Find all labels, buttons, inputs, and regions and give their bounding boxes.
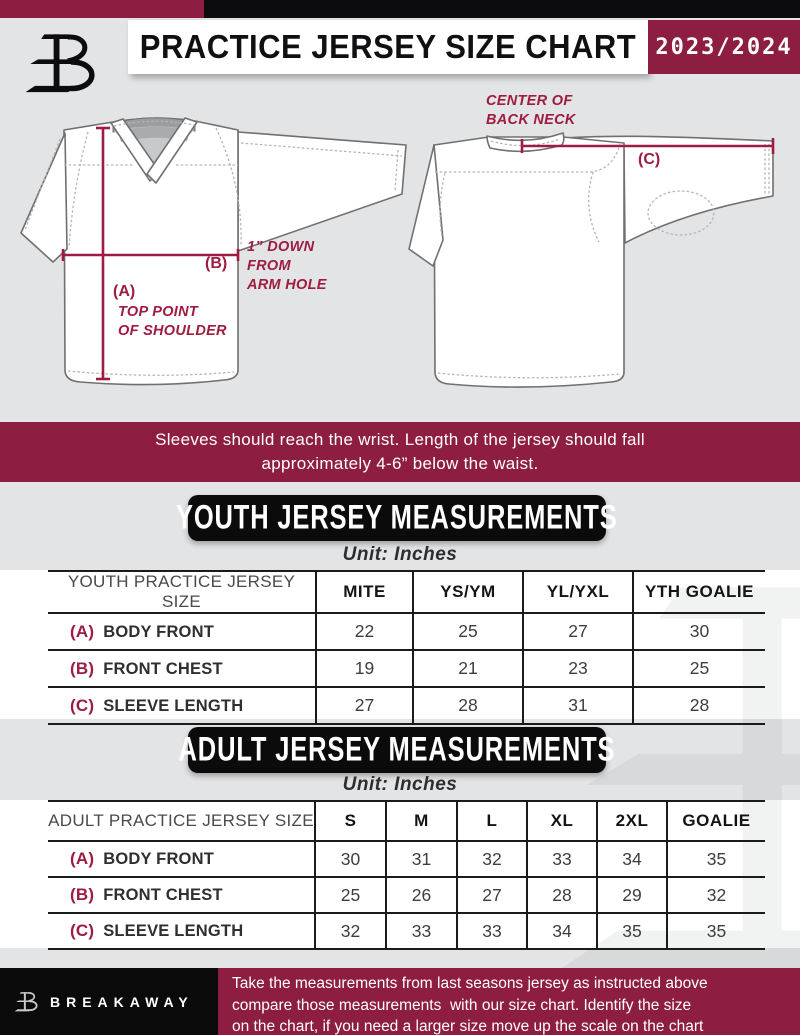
row-label: BODY FRONT [103, 850, 214, 868]
cell: 19 [316, 650, 413, 687]
cell: 21 [413, 650, 523, 687]
fit-note-banner [0, 422, 800, 482]
cell: 25 [315, 877, 386, 913]
cell: 25 [413, 613, 523, 650]
back-torso [434, 137, 624, 387]
table-row [48, 613, 765, 650]
breakaway-logo-icon [24, 24, 102, 104]
row-label: FRONT CHEST [103, 659, 223, 678]
adult-header-2xl: 2XL [597, 801, 667, 841]
cell: 28 [527, 877, 597, 913]
youth-header-mite: MITE [316, 571, 413, 613]
footer-instructions [218, 968, 800, 1035]
youth-header-goalie: YTH GOALIE [633, 571, 765, 613]
season-badge [648, 20, 800, 74]
label-c-key: (C) [638, 151, 661, 168]
row-key: (C) [70, 921, 95, 940]
cell: 32 [315, 913, 386, 949]
fit-note-line2: approximately 4-6” below the waist. [261, 454, 539, 473]
row-label: BODY FRONT [103, 622, 214, 641]
cell: 35 [667, 913, 765, 949]
row-label: FRONT CHEST [103, 886, 223, 904]
cell: 28 [413, 687, 523, 724]
cell: 22 [316, 613, 413, 650]
footer-brand-block [0, 968, 218, 1035]
label-a-key: (A) [113, 283, 136, 300]
front-left-sleeve [21, 133, 67, 262]
youth-header-row [48, 571, 765, 613]
cell: 34 [527, 913, 597, 949]
cell: 27 [523, 613, 633, 650]
back-jersey-diagram [405, 110, 795, 410]
cell: 26 [386, 877, 457, 913]
youth-section-heading: YOUTH JERSEY MEASUREMENTS [188, 495, 606, 541]
cell: 35 [597, 913, 667, 949]
row-key: (A) [70, 849, 95, 868]
label-b-key: (B) [205, 255, 228, 272]
cell: 30 [633, 613, 765, 650]
season-label: 2023/2024 [655, 34, 793, 60]
cell: 33 [457, 913, 527, 949]
cell: 35 [667, 841, 765, 877]
table-row [48, 877, 765, 913]
cell: 25 [633, 650, 765, 687]
youth-size-table [48, 570, 765, 725]
fit-note-line1: Sleeves should reach the wrist. Length of the jersey should fall [155, 430, 645, 449]
youth-unit-label: Unit: Inches [342, 544, 458, 565]
row-key: (B) [70, 658, 95, 678]
top-accent-strip-maroon [0, 0, 204, 18]
cell: 31 [523, 687, 633, 724]
cell: 31 [386, 841, 457, 877]
table-row [48, 913, 765, 949]
adult-header-xl: XL [527, 801, 597, 841]
cell: 23 [523, 650, 633, 687]
label-c-note: CENTER OF BACK NECK [486, 93, 576, 128]
cell: 33 [386, 913, 457, 949]
cell: 33 [527, 841, 597, 877]
adult-size-table [48, 800, 765, 950]
table-row [48, 687, 765, 724]
label-b-note: 1” DOWN FROM ARM HOLE [247, 239, 327, 293]
page-title: PRACTICE JERSEY SIZE CHART [139, 27, 637, 66]
top-accent-strip [0, 0, 800, 18]
row-label: SLEEVE LENGTH [103, 696, 244, 715]
row-key: (C) [70, 695, 95, 715]
row-key: (B) [70, 885, 95, 904]
youth-header-ylyxl: YL/YXL [523, 571, 633, 613]
cell: 27 [316, 687, 413, 724]
title-box [128, 20, 648, 74]
adult-header-row [48, 801, 765, 841]
adult-unit-label: Unit: Inches [342, 774, 458, 795]
cell: 32 [667, 877, 765, 913]
youth-header-size: YOUTH PRACTICE JERSEY SIZE [67, 572, 296, 611]
adult-header-s: S [315, 801, 386, 841]
cell: 34 [597, 841, 667, 877]
label-a-note: TOP POINT OF SHOULDER [118, 304, 227, 339]
cell: 28 [633, 687, 765, 724]
footer [0, 968, 800, 1035]
table-row [48, 841, 765, 877]
breakaway-logo-icon-small [14, 988, 40, 1016]
cell: 30 [315, 841, 386, 877]
row-label: SLEEVE LENGTH [103, 922, 244, 940]
footer-instruction-line: Take the measurements from last seasons jersey as instructed above [232, 975, 708, 992]
adult-section-heading: ADULT JERSEY MEASUREMENTS [188, 727, 606, 773]
table-row [48, 650, 765, 687]
cell: 29 [597, 877, 667, 913]
cell: 32 [457, 841, 527, 877]
youth-header-ysym: YS/YM [413, 571, 523, 613]
row-key: (A) [70, 621, 95, 641]
footer-brand-name: BREAKAWAY [50, 993, 194, 1010]
adult-header-size: ADULT PRACTICE JERSEY SIZE [48, 811, 314, 830]
footer-instruction-line: on the chart, if you need a larger size move up the scale on the chart [232, 1018, 704, 1035]
footer-instruction-line: compare those measurements with our size chart. Identify the size [232, 996, 692, 1014]
cell: 27 [457, 877, 527, 913]
adult-header-l: L [457, 801, 527, 841]
adult-header-m: M [386, 801, 457, 841]
adult-header-goalie: GOALIE [667, 801, 765, 841]
